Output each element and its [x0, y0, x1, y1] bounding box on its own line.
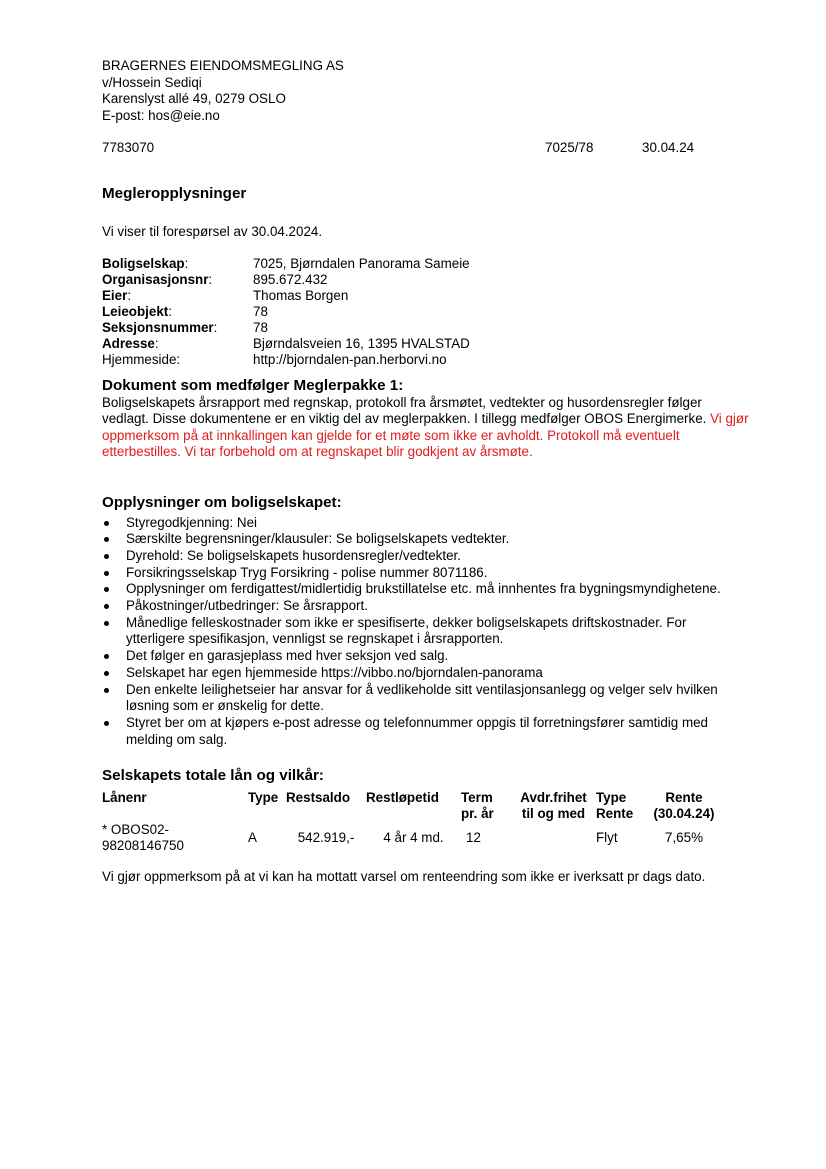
documents-heading: Dokument som medfølger Meglerpakke 1:: [102, 376, 404, 394]
page-title: Megleropplysninger: [102, 185, 247, 202]
col-term: Term pr. år: [461, 790, 494, 822]
unit-reference: 7025/78: [545, 140, 594, 155]
reference-number: 7783070: [102, 140, 155, 155]
list-item: Særskilte begrensninger/klausuler: Se boligselskapets vedtekter.: [102, 531, 742, 548]
info-value-boligselskap: 7025, Bjørndalen Panorama Sameie: [253, 255, 470, 271]
col-type-rente: Type Rente: [596, 790, 634, 822]
list-item: Selskapet har egen hjemmeside https://vibbo.no/bjorndalen-panorama: [102, 665, 742, 682]
company-name: BRAGERNES EIENDOMSMEGLING AS: [102, 58, 344, 73]
reference-line: [102, 140, 742, 156]
cell-term: 12: [466, 830, 481, 846]
document-page: [102, 58, 749, 886]
info-label-orgnr: Organisasjonsnr:: [102, 271, 213, 287]
list-item: Opplysninger om ferdigattest/midlertidig brukstillatelse etc. må innhentes fra bygningsmyndighetene.: [102, 581, 742, 598]
cell-avdrag: [511, 822, 596, 854]
table-header-row: [102, 790, 722, 822]
list-item: Dyrehold: Se boligselskapets husordensregler/vedtekter.: [102, 548, 742, 565]
cell-type: A: [248, 830, 257, 846]
info-value-seksjonsnummer: 78: [253, 319, 268, 335]
info-label-eier: Eier:: [102, 287, 132, 303]
interest-note: Vi gjør oppmerksom på at vi kan ha mottatt varsel om renteendring som ikke er iverksatt pr dags dato.: [102, 869, 706, 885]
contact-person: v/Hossein Sediqi: [102, 74, 202, 90]
email-line: E-post: hos@eie.no: [102, 107, 220, 123]
list-item: Det følger en garasjeplass med hver seksjon ved salg.: [102, 648, 742, 665]
list-item: Månedlige felleskostnader som ikke er spesifiserte, dekker boligselskapets driftskostnader. For ytterligere spesifikasjon, vennligst se regnskapet i årsrapporten.: [102, 615, 726, 648]
col-rente: Rente (30.04.24): [653, 790, 715, 822]
col-restlopetid: Restløpetid: [366, 790, 439, 806]
list-item: Styret ber om at kjøpers e-post adresse og telefonnummer oppgis til forretningsfører samtidig med melding om salg.: [102, 715, 746, 748]
cell-type-rente: Flyt: [596, 830, 618, 846]
info-label-boligselskap: Boligselskap:: [102, 255, 189, 271]
documents-text: [102, 395, 752, 461]
info-label-hjemmeside: Hjemmeside:: [102, 351, 181, 367]
list-item: Styregodkjenning: Nei: [102, 515, 742, 532]
list-item: Den enkelte leilighetseier har ansvar for å vedlikeholde sitt ventilasjonsanlegg og velger selv hvilken løsning som er ønskelig for dette.: [102, 682, 756, 715]
loans-table: [102, 790, 722, 854]
info-value-leieobjekt: 78: [253, 303, 268, 319]
col-restsaldo: Restsaldo: [286, 790, 350, 806]
list-item: Påkostninger/utbedringer: Se årsrapport.: [102, 598, 742, 615]
intro-text: Vi viser til forespørsel av 30.04.2024.: [102, 224, 323, 239]
info-value-hjemmeside: http://bjorndalen-pan.herborvi.no: [253, 351, 447, 367]
loans-heading: Selskapets totale lån og vilkår:: [102, 767, 324, 785]
cell-rente: 7,65%: [665, 830, 703, 846]
info-label-leieobjekt: Leieobjekt:: [102, 303, 172, 319]
property-info: [102, 256, 742, 368]
postal-address: Karenslyst allé 49, 0279 OSLO: [102, 91, 286, 106]
documents-text-main: Boligselskapets årsrapport med regnskap, protokoll fra årsmøtet, vedtekter og husordensregler følger vedlagt. Disse dokumentene er en viktig del av meglerpakken. I tillegg medfølger OBOS Energimerke.: [102, 394, 707, 426]
col-type: Type: [248, 790, 279, 806]
info-label-seksjonsnummer: Seksjonsnummer:: [102, 319, 218, 335]
info-value-adresse: Bjørndalsveien 16, 1395 HVALSTAD: [253, 335, 470, 351]
info-value-eier: Thomas Borgen: [253, 287, 349, 303]
cell-restsaldo: 542.919,-: [297, 830, 355, 846]
recipient-block: [102, 58, 742, 124]
col-avdrag: Avdr.frihet til og med: [520, 790, 587, 822]
info-value-orgnr: 895.672.432: [253, 271, 328, 287]
col-lanenr: Lånenr: [102, 790, 147, 806]
cell-restlopetid: 4 år 4 md.: [383, 830, 444, 846]
company-info-list: [102, 515, 742, 749]
cell-lanenr: * OBOS02-98208146750: [102, 822, 184, 854]
info-label-adresse: Adresse:: [102, 335, 159, 351]
company-info-heading: Opplysninger om boligselskapet:: [102, 493, 342, 511]
document-date: 30.04.24: [642, 140, 695, 155]
table-row: [102, 822, 722, 854]
list-item: Forsikringsselskap Tryg Forsikring - polise nummer 8071186.: [102, 565, 742, 582]
documents-warning: Vi gjør oppmerksom på at innkallingen kan gjelde for et møte som ikke er avholdt. Protokoll må eventuelt etterbestilles. Vi tar forbehold om at regnskapet blir godkjent av årsmøte.: [102, 411, 749, 459]
